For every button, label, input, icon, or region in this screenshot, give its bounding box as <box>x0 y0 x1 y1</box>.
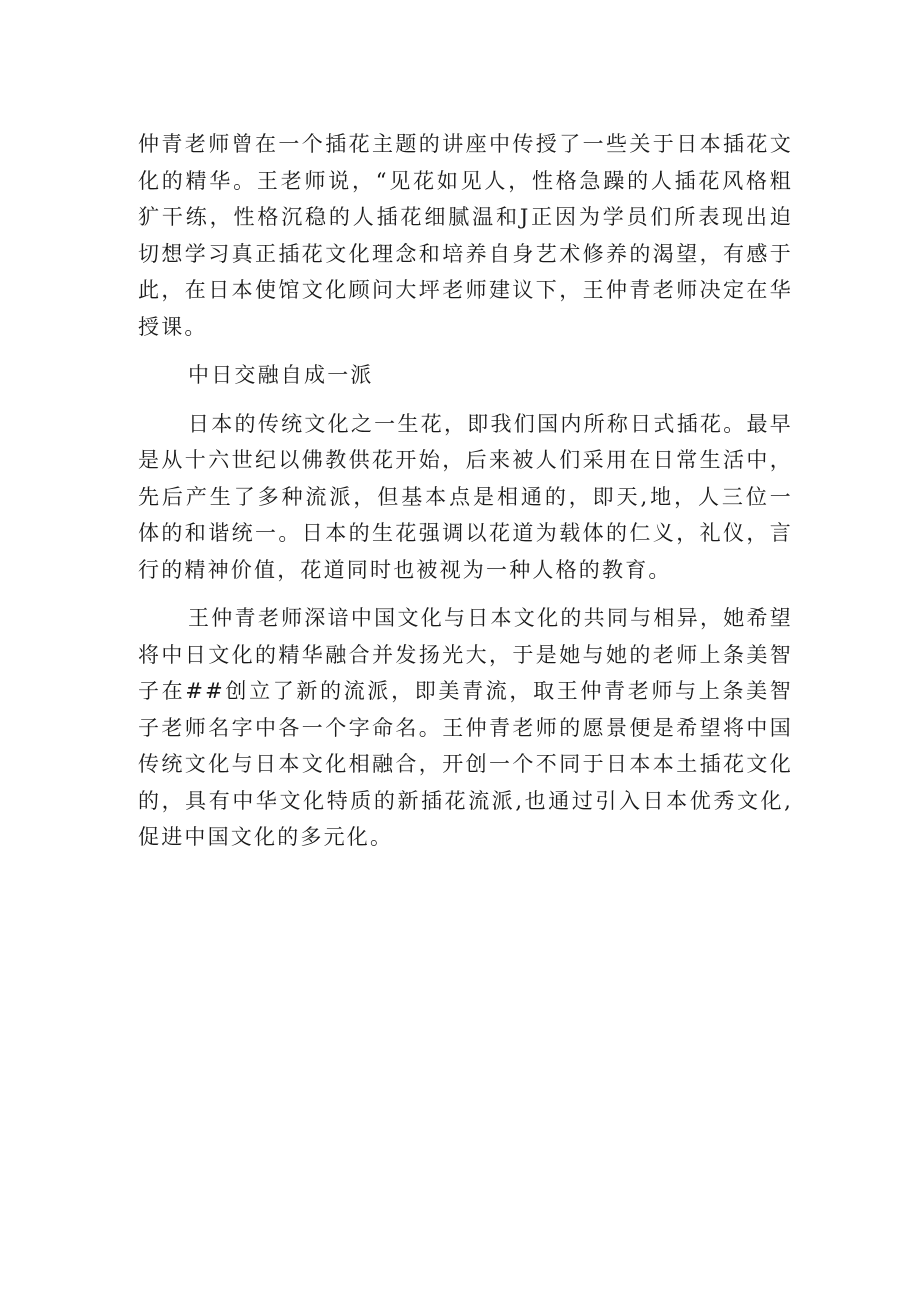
paragraph-intro: 仲青老师曾在一个插花主题的讲座中传授了一些关于日本插花文化的精华。王老师说，“见花如见人，性格急躁的人插花风格粗犷干练，性格沉稳的人插花细腻温和J正因为学员们所表现出迫切想学习真正插花文化理念和培养自身艺术修养的渴望，有感于此，在日本使馆文化顾问大坪老师建议下，王仲青老师决定在华授课。 <box>138 132 793 339</box>
paragraph-ikebana-history: 日本的传统文化之一生花，即我们国内所称日式插花。最早是从十六世纪以佛教供花开始，后来被人们采用在日常生活中，先后产生了多种流派，但基本点是相通的，即天,地，人三位一体的和谐统一。日本的生花强调以花道为载体的仁义，礼仪，言行的精神价值，花道同时也被视为一种人格的教育。 <box>138 411 793 582</box>
section-heading: 中日交融自成一派 <box>188 363 374 387</box>
paragraph-meiqing-school: 王仲青老师深谙中国文化与日本文化的共同与相异，她希望将中日文化的精华融合并发扬光大，于是她与她的老师上条美智子在##创立了新的流派，即美青流，取王仲青老师与上条美智子老师名字中各一个字命名。王仲青老师的愿景便是希望将中国传统文化与日本文化相融合，开创一个不同于日本本土插花文化的，具有中华文化特质的新插花流派,也通过引入日本优秀文化,促进中国文化的多元化。 <box>138 606 793 849</box>
document-body <box>138 126 793 856</box>
